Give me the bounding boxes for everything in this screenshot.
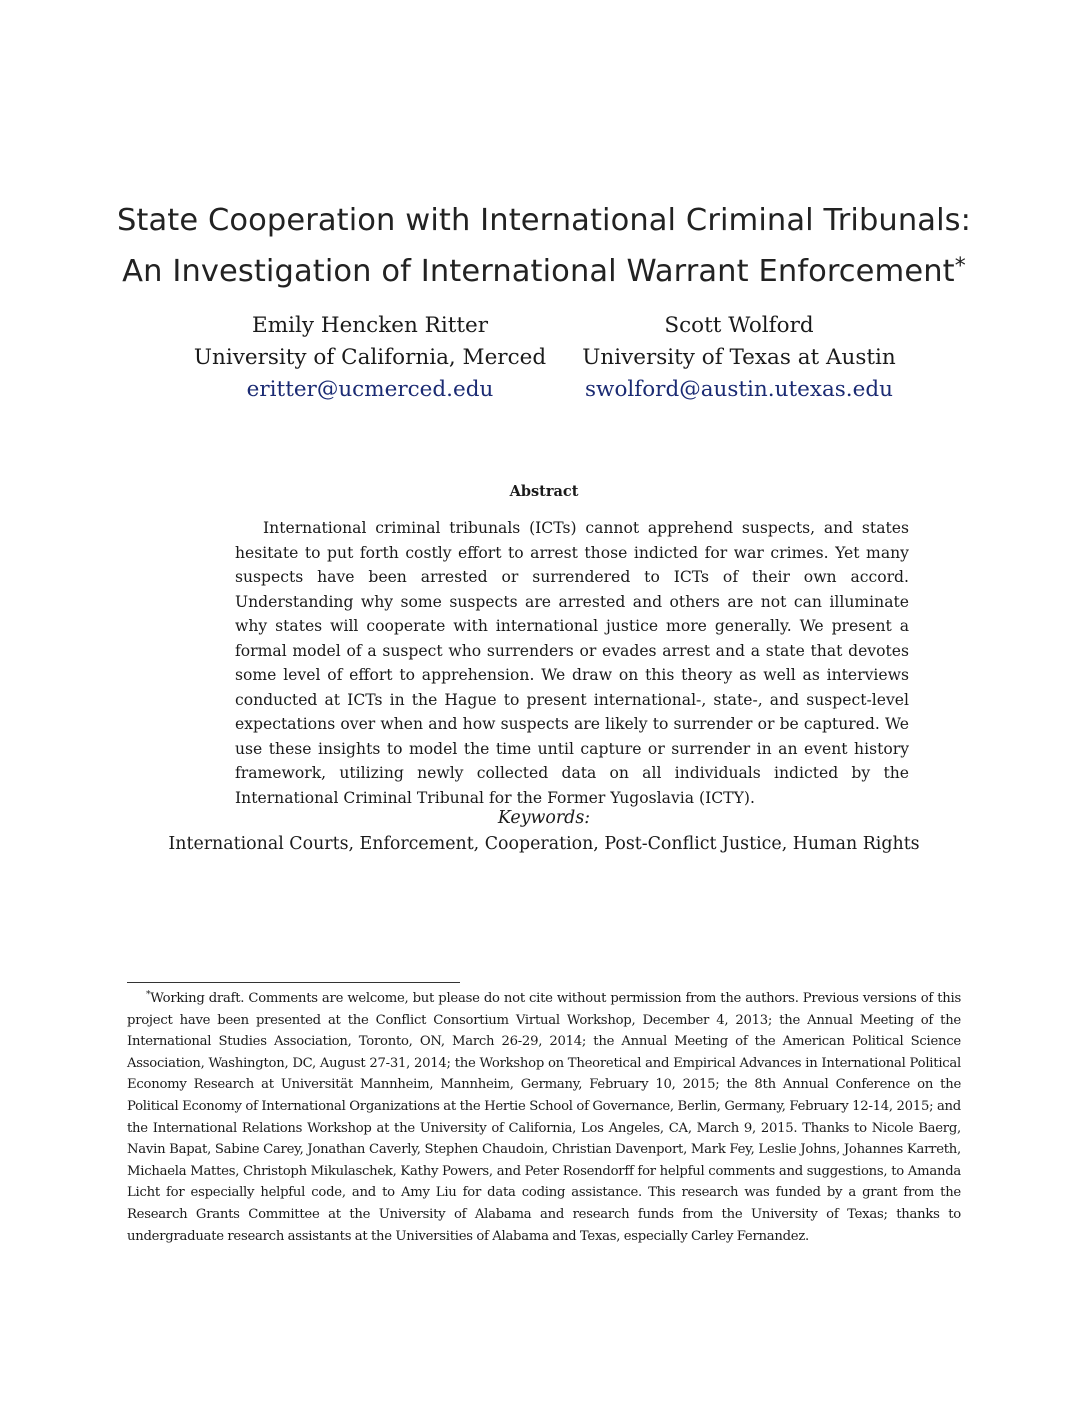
author-block-wolford — [570, 310, 908, 406]
paper-title — [90, 198, 998, 295]
keywords-list: International Courts, Enforcement, Cooperation, Post-Conflict Justice, Human Rights — [168, 834, 920, 854]
title-line-2-text: An Investigation of International Warrant Enforcement — [122, 254, 955, 289]
abstract-text: International criminal tribunals (ICTs) cannot apprehend suspects, and states hesitate to put forth costly effort to arrest those indicted for war crimes. Yet many suspects have been arrested or surrendered to ICTs of their own accord. Understanding why some suspects are arrested and others are not can illuminate why states will cooperate with international justice more generally. We present a formal model of a suspect who surrenders or evades arrest and a state that devotes some level of effort to apprehension. We draw on this theory as well as interviews conducted at ICTs in the Hague to present international-, state-, and suspect-level expectations over when and how suspects are likely to surrender or be captured. We use these insights to model the time until capture or surrender in an event history framework, utilizing newly collected data on all individuals indicted by the International Criminal Tribunal for the Former Yugoslavia (ICTY). — [235, 519, 909, 807]
author-affiliation: University of Texas at Austin — [582, 345, 896, 370]
title-footnote — [127, 988, 961, 1247]
footnote-text: Working draft. Comments are welcome, but please do not cite without permission from the authors. Previous versions of this project have been presented at the Conflict Consortium Virtual Workshop, December 4, 2013; the Annual Meeting of the International Studies Association, Toronto, ON, March 26-29, 2014; the Annual Meeting of the American Political Science Association, Washington, DC, August 27-31, 2014; the Workshop on Theoretical and Empirical Advances in International Political Economy Research at Universität Mannheim, Mannheim, Germany, February 10, 2015; the 8th Annual Conference on the Political Economy of International Organizations at the Hertie School of Governance, Berlin, Germany, February 12-14, 2015; and the International Relations Workshop at the University of California, Los Angeles, CA, March 9, 2015. Thanks to Nicole Baerg, Navin Bapat, Sabine Carey, Jonathan Caverly, Stephen Chaudoin, Christian Davenport, Mark Fey, Leslie Johns, Johannes Karreth, Michaela Mattes, Christoph Mikulaschek, Kathy Powers, and Peter Rosendorff for helpful comments and suggestions, to Amanda Licht for especially helpful code, and to Amy Liu for data coding assistance. This research was funded by a grant from the Research Grants Committee at the University of Alabama and research funds from the University of Texas; thanks to undergraduate research assistants at the Universities of Alabama and Texas, especially Carley Fernandez. — [127, 991, 961, 1244]
author-email-link[interactable]: swolford@austin.utexas.edu — [585, 377, 893, 402]
author-block-ritter — [180, 310, 560, 406]
author-name: Scott Wolford — [664, 313, 814, 338]
title-line-2 — [90, 244, 998, 295]
title-footnote-mark[interactable]: * — [954, 254, 966, 279]
keywords-label: Keywords: — [497, 808, 591, 828]
author-affiliation: University of California, Merced — [193, 345, 547, 370]
author-name: Emily Hencken Ritter — [252, 313, 488, 338]
title-line-1: State Cooperation with International Criminal Tribunals: — [116, 203, 972, 238]
footnote-mark: * — [146, 990, 151, 1000]
footnote-divider — [127, 982, 460, 983]
abstract-heading: Abstract — [509, 483, 579, 500]
author-email-link[interactable]: eritter@ucmerced.edu — [246, 377, 494, 402]
